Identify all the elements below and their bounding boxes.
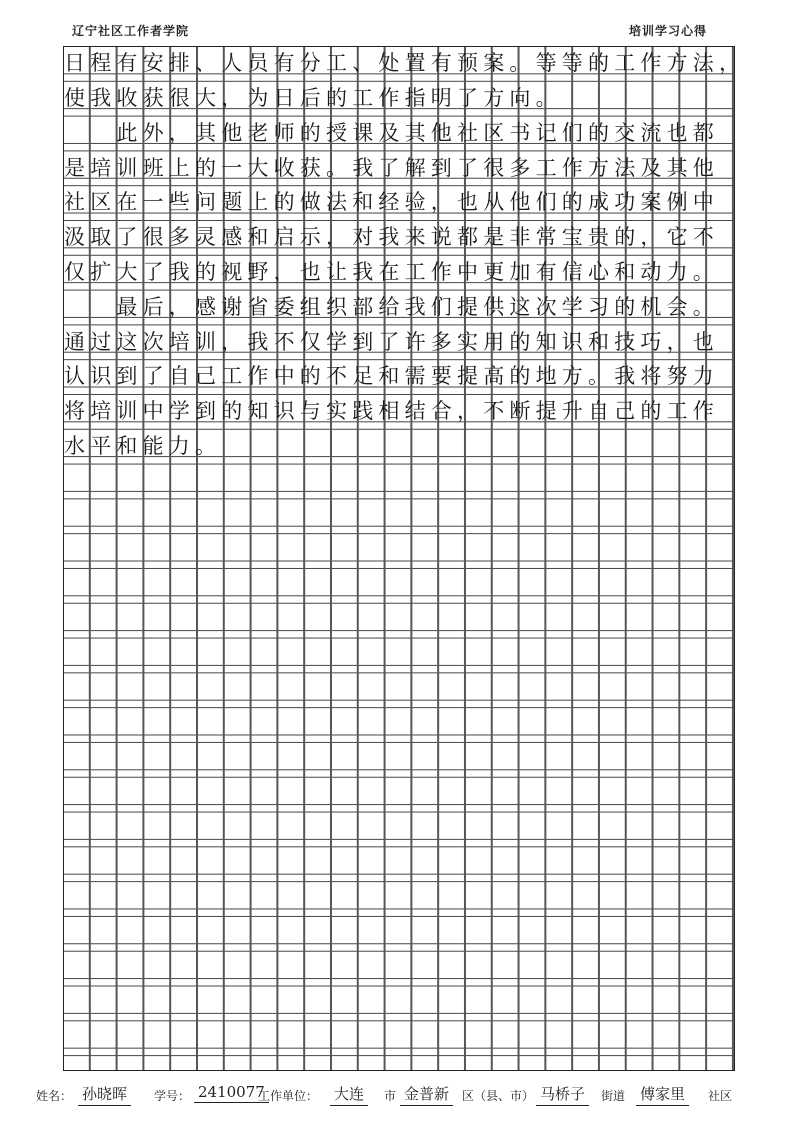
community-value: 傅家里 [636,1083,689,1106]
street-label: 街道 [601,1089,626,1103]
district-value: 金普新 [400,1083,453,1106]
text-line-5: 社区在一些问题上的做法和经验，也从他们的成功案例中 [64,190,719,214]
text-line-7: 仅扩大了我的视野，也让我在工作中更加有信心和动力。 [64,260,719,284]
text-line-2: 使我收获很大，为日后的工作指明了方向。 [64,86,562,110]
text-line-6: 汲取了很多灵感和启示，对我来说都是非常宝贵的，它不 [64,225,719,249]
text-line-9: 通过这次培训，我不仅学到了许多实用的知识和技巧，也 [64,330,719,354]
community-label: 社区 [708,1089,733,1103]
city-label: 市 [384,1089,397,1103]
work-unit-label: 工作单位： [258,1089,319,1103]
text-line-4: 是培训班上的一大收获。我了解到了很多工作方法及其他 [64,156,719,180]
document-type-title: 培训学习心得 [629,24,708,38]
name-value: 孙晓晖 [78,1083,131,1106]
institution-title: 辽宁社区工作者学院 [72,24,190,38]
text-line-11: 将培训中学到的知识与实践相结合，不断提升自己的工作 [64,399,719,423]
text-line-1: 日程有安排、人员有分工、处置有预案。等等的工作方法， [64,51,746,75]
student-info-footer [36,1083,766,1107]
student-id-label: 学号： [154,1089,191,1103]
text-line-3: 此外，其他老师的授课及其他社区书记们的交流也都 [64,121,719,145]
city-value: 大连 [330,1083,368,1106]
student-id-value: 2410077 [194,1083,269,1103]
text-line-12: 水平和能力。 [64,434,222,458]
name-label: 姓名： [36,1089,73,1103]
text-line-8: 最后，感谢省委组织部给我们提供这次学习的机会。 [64,295,719,319]
text-line-10: 认识到了自己工作中的不足和需要提高的地方。我将努力 [64,364,719,388]
writing-grid-paper [63,46,746,1071]
street-value: 马桥子 [536,1083,589,1106]
district-label: 区（县、市） [462,1089,535,1103]
